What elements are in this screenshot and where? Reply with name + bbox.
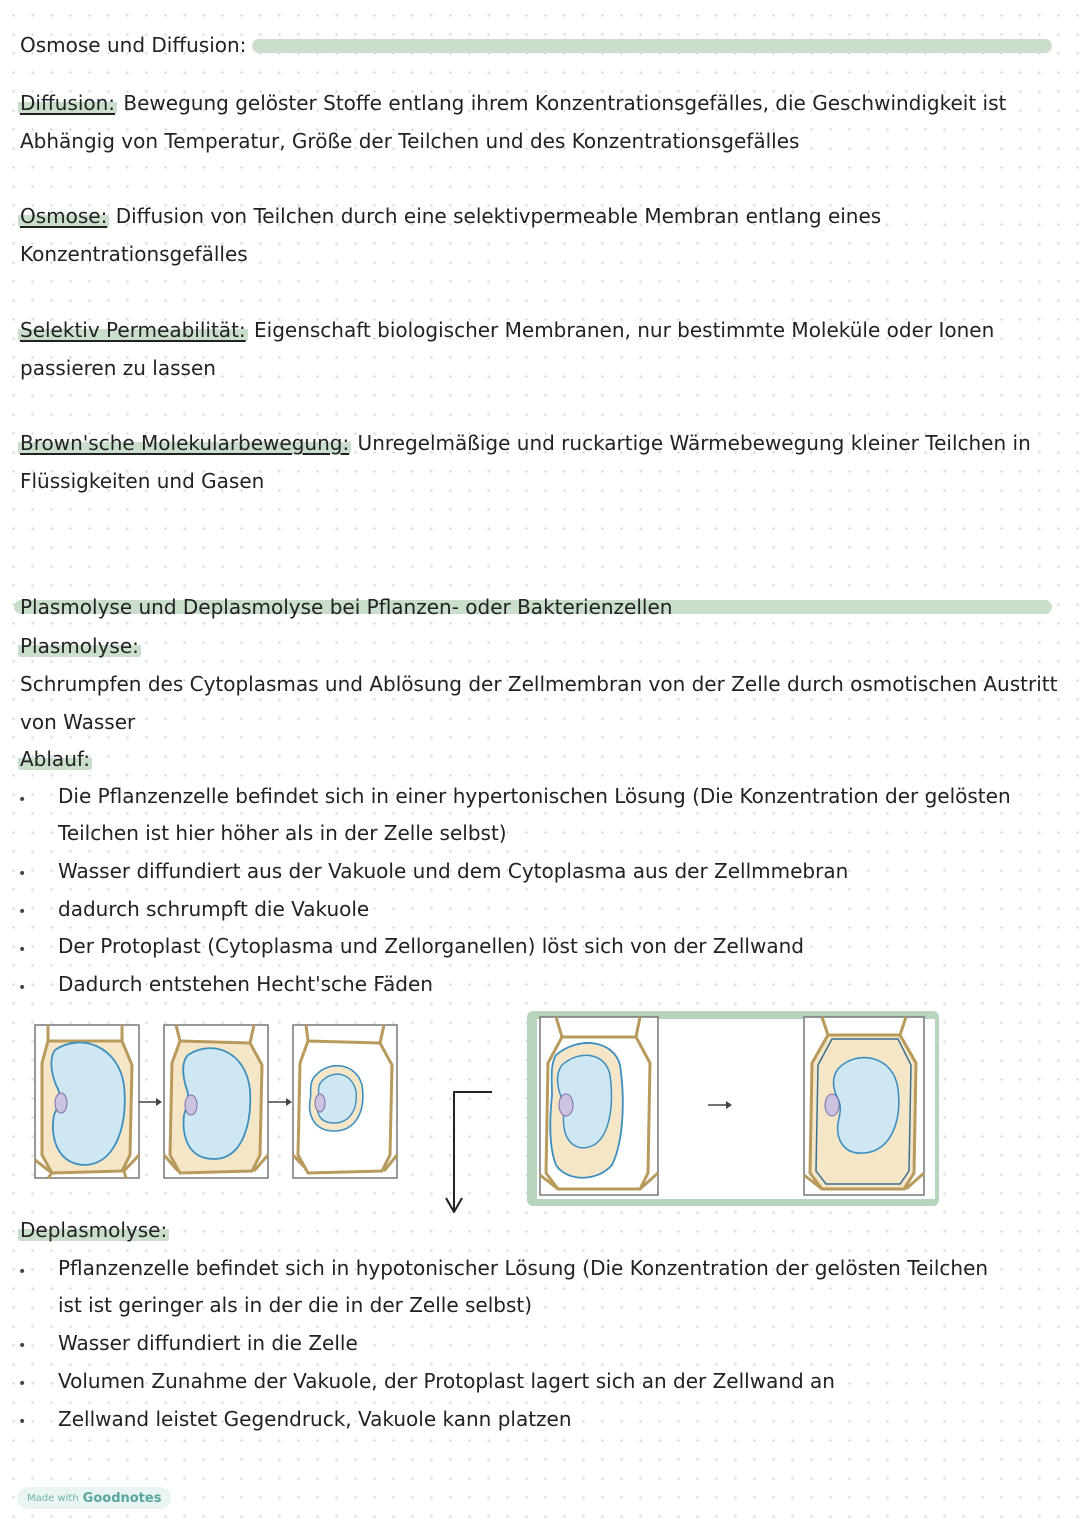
deplasmolyse-step: Volumen Zunahme der Vakuole, der Protoplast lagert sich an der Zellwand an (58, 1369, 835, 1393)
plasmolyse-step: Der Protoplast (Cytoplasma und Zellorganellen) löst sich von der Zellwand (58, 934, 804, 958)
bullet-icon: • (18, 980, 27, 996)
term-osmose: Osmose: (20, 204, 108, 228)
definition-brown-cont: Flüssigkeiten und Gasen (20, 469, 265, 493)
bullet-icon: • (18, 1264, 27, 1280)
bullet-icon: • (18, 904, 27, 920)
cell-panel-plasmolysis (293, 1025, 397, 1178)
cell-panel-deplasmolysed (804, 1017, 924, 1195)
plasmolyse-step: Wasser diffundiert aus der Vakuole und dem Cytoplasma aus der Zellmmebran (58, 859, 849, 883)
bullet-icon: • (18, 1376, 27, 1392)
bullet-icon: • (18, 792, 27, 808)
definition-osmose-cont: Konzentrationsgefälles (20, 242, 248, 266)
cell-panel-plasmolysed (540, 1017, 658, 1195)
plasmolyse-step-cont: Teilchen ist hier höher als in der Zelle selbst) (58, 821, 507, 845)
definition-diffusion-cont: Abhängig von Temperatur, Größe der Teilchen und des Konzentrationsgefälles (20, 129, 800, 153)
definition-selektiv-cont: passieren zu lassen (20, 356, 216, 380)
plasmolyse-description: Schrumpfen des Cytoplasmas und Ablösung der Zellmembran von der Zelle durch osmotischen Austritt (20, 672, 1058, 696)
plasmolysis-diagram (0, 1005, 1080, 1215)
plasmolyse-step: dadurch schrumpft die Vakuole (58, 897, 370, 921)
section-heading-osmose: Osmose und Diffusion: (20, 33, 247, 57)
deplasmolyse-step: Wasser diffundiert in die Zelle (58, 1331, 358, 1355)
definition-selektiv: Selektiv Permeabilität: Eigenschaft biologischer Membranen, nur bestimmte Moleküle oder Ionen (20, 318, 995, 342)
deplasmolyse-title: Deplasmolyse: (20, 1218, 168, 1242)
term-selektiv: Selektiv Permeabilität: (20, 318, 246, 342)
term-diffusion: Diffusion: (20, 91, 116, 115)
definition-diffusion: Diffusion: Bewegung gelöster Stoffe entlang ihrem Konzentrationsgefälles, die Geschwindigkeit ist (20, 91, 1007, 115)
ablauf-label: Ablauf: (20, 747, 90, 771)
term-brown: Brown'sche Molekularbewegung: (20, 431, 350, 455)
plasmolyse-title: Plasmolyse: (20, 634, 139, 658)
badge-made-with: Made with (27, 1492, 79, 1504)
deplasmolyse-step: Pflanzenzelle befindet sich in hypotonischer Lösung (Die Konzentration der gelösten Teilchen (58, 1256, 989, 1280)
deplasmolyse-step-cont: ist ist geringer als in der die in der Zelle selbst) (58, 1293, 533, 1317)
down-arrow-icon (446, 1092, 492, 1212)
plasmolyse-step: Die Pflanzenzelle befindet sich in einer hypertonischen Lösung (Die Konzentration der gelösten (58, 784, 1011, 808)
bullet-icon: • (18, 942, 27, 958)
bullet-icon: • (18, 866, 27, 882)
cell-panel-normal (35, 1025, 139, 1178)
plasmolyse-step: Dadurch entstehen Hecht'sche Fäden (58, 972, 433, 996)
section-heading-plasmolyse: Plasmolyse und Deplasmolyse bei Pflanzen- oder Bakterienzellen (20, 595, 673, 619)
badge-brand: Goodnotes (82, 1490, 162, 1506)
goodnotes-badge (17, 1487, 171, 1509)
bullet-icon: • (18, 1338, 27, 1354)
heading-highlight (252, 39, 1052, 53)
definition-osmose: Osmose: Diffusion von Teilchen durch eine selektivpermeable Membran entlang eines (20, 204, 882, 228)
bullet-icon: • (18, 1414, 27, 1430)
plasmolyse-description-cont: von Wasser (20, 710, 136, 734)
deplasmolyse-step: Zellwand leistet Gegendruck, Vakuole kann platzen (58, 1407, 572, 1431)
cell-panel-early-plasmolysis (164, 1025, 268, 1178)
definition-brown: Brown'sche Molekularbewegung: Unregelmäßige und ruckartige Wärmebewegung kleiner Teilchen in (20, 431, 1031, 455)
